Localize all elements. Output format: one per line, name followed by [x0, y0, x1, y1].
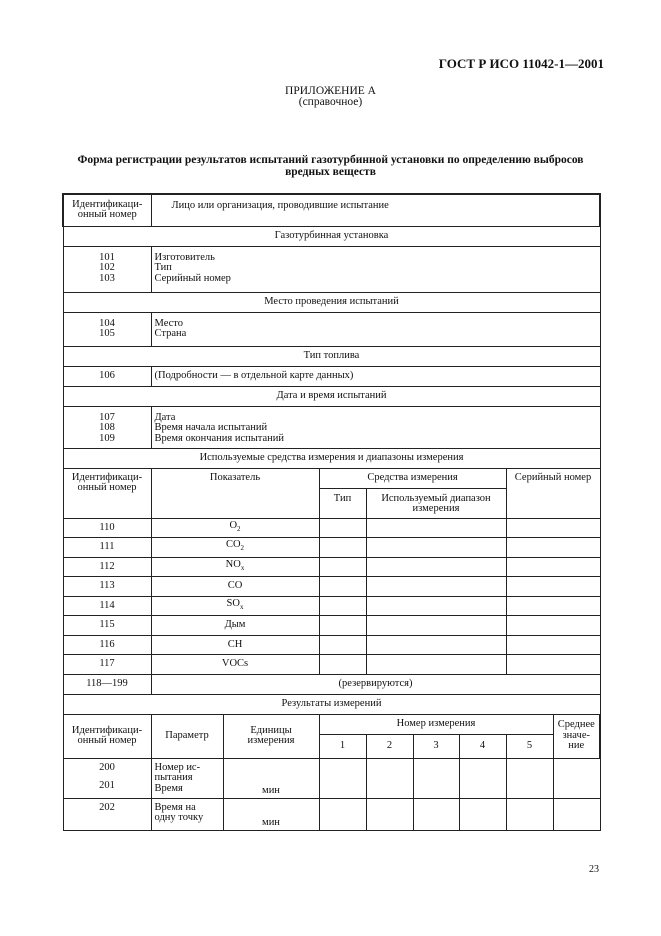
instrument-row — [63, 518, 600, 538]
res-cell — [553, 758, 600, 798]
instr-serial-cell — [506, 596, 600, 616]
res-cell — [553, 798, 600, 830]
turbine-num: 101 — [99, 251, 115, 263]
res-units: мин — [223, 798, 319, 830]
instr-indicator — [151, 518, 319, 538]
instrument-row — [63, 635, 600, 655]
section-instruments: Используемые средства измерения и диапазоны измерения — [63, 448, 600, 468]
datetime-item: Дата — [154, 411, 176, 423]
instr-formula: VOCs — [221, 658, 249, 669]
res-cell — [366, 798, 413, 830]
instr-indicator — [151, 557, 319, 577]
res-cell — [459, 798, 506, 830]
instr-formula: Дым — [224, 619, 246, 630]
res-col-3: 3 — [413, 734, 459, 758]
res-id-header: Идентификаци-онный номер — [63, 714, 151, 758]
reserved-text: (резервируются) — [151, 674, 600, 694]
instr-formula-sub: 2 — [237, 525, 241, 534]
instr-type-cell — [319, 596, 366, 616]
instr-serial-cell — [506, 538, 600, 558]
instr-formula: NO — [225, 558, 241, 570]
fuel-num: 106 — [63, 366, 151, 386]
appendix-title: ПРИЛОЖЕНИЕ А — [285, 85, 376, 97]
res-num: 202 — [63, 798, 151, 830]
datetime-items — [151, 406, 600, 448]
res-cell — [459, 758, 506, 798]
instr-num: 113 — [63, 577, 151, 597]
instr-formula: O — [229, 519, 238, 531]
datetime-item: Время начала испытаний — [154, 422, 268, 433]
res-cell — [413, 798, 459, 830]
res-col-2: 2 — [366, 734, 413, 758]
res-num: 201 — [99, 780, 115, 791]
res-num: 200 — [99, 761, 115, 773]
instr-formula: SO — [226, 597, 240, 609]
section-fuel: Тип топлива — [63, 346, 600, 366]
instr-formula: CO — [225, 539, 241, 551]
res-cell — [506, 798, 553, 830]
instr-range-cell — [366, 655, 506, 675]
res-cell — [366, 758, 413, 798]
instr-formula-sub: x — [239, 603, 244, 612]
datetime-num: 109 — [99, 432, 115, 444]
turbine-item: Серийный номер — [154, 272, 231, 284]
res-col-5: 5 — [506, 734, 553, 758]
instr-indicator — [151, 655, 319, 675]
instr-num: 116 — [63, 635, 151, 655]
page-number: 23 — [589, 864, 599, 875]
res-param-line: Время — [154, 782, 183, 794]
place-items — [151, 312, 600, 346]
instr-id-header: Идентификаци-онный номер — [63, 468, 151, 518]
turbine-numbers — [63, 246, 151, 292]
res-units-header: Единицы измерения — [223, 714, 319, 758]
instr-serial-cell — [506, 655, 600, 675]
res-avg-header: Среднее значе-ние — [553, 714, 600, 758]
reserved-num: 118—199 — [63, 674, 151, 694]
datetime-num: 107 — [99, 411, 115, 423]
res-cell — [506, 758, 553, 798]
instr-range-cell — [366, 538, 506, 558]
instr-indicator — [151, 596, 319, 616]
instr-indicator — [151, 577, 319, 597]
instr-num: 110 — [63, 518, 151, 538]
section-place: Место проведения испытаний — [63, 292, 600, 312]
appendix-subtitle: (справочное) — [298, 96, 363, 108]
instr-num: 114 — [63, 596, 151, 616]
res-cell — [319, 798, 366, 830]
registration-form-table — [62, 193, 601, 831]
top-id-header: Идентификаци-онный номер — [63, 194, 151, 226]
instrument-row — [63, 596, 600, 616]
instr-formula: CO — [227, 580, 243, 591]
instr-range-cell — [366, 518, 506, 538]
turbine-num: 102 — [99, 262, 115, 273]
instrument-row — [63, 538, 600, 558]
instrument-row — [63, 557, 600, 577]
instrument-row — [63, 616, 600, 636]
instr-serial-cell — [506, 557, 600, 577]
res-row-nums — [63, 758, 151, 798]
instrument-row — [63, 655, 600, 675]
fuel-item: (Подробности — в отдельной карте данных) — [151, 366, 600, 386]
turbine-item: Изготовитель — [154, 251, 215, 263]
res-cell — [413, 758, 459, 798]
res-param-header: Параметр — [151, 714, 223, 758]
place-num: 105 — [99, 328, 115, 339]
res-param — [151, 758, 223, 798]
place-item: Место — [154, 317, 183, 329]
instr-type-cell — [319, 655, 366, 675]
standard-header: ГОСТ Р ИСО 11042-1—2001 — [438, 56, 604, 71]
instr-formula: CH — [227, 638, 243, 650]
instr-range-cell — [366, 557, 506, 577]
res-cell — [319, 758, 366, 798]
place-item: Страна — [154, 328, 187, 339]
turbine-items — [151, 246, 600, 292]
place-num: 104 — [99, 317, 115, 329]
instr-type-cell — [319, 557, 366, 577]
instr-type-cell — [319, 538, 366, 558]
instr-range-header: Используемый диапазон измерения — [366, 488, 506, 518]
instr-serial-cell — [506, 577, 600, 597]
instr-range-cell — [366, 577, 506, 597]
section-turbine: Газотурбинная установка — [63, 226, 600, 246]
instr-range-cell — [366, 616, 506, 636]
res-param: Время на одну точку — [151, 798, 223, 830]
top-person-header: Лицо или организация, проводившие испытание — [151, 194, 600, 226]
turbine-num: 103 — [99, 272, 115, 284]
instr-indicator — [151, 538, 319, 558]
appendix-block — [0, 86, 661, 108]
instr-serial-header: Серийный номер — [506, 468, 600, 518]
instr-serial-cell — [506, 518, 600, 538]
instr-range-cell — [366, 635, 506, 655]
res-param-line: Номер ис-пытания — [154, 761, 201, 783]
instr-indicator-header: Показатель — [151, 468, 319, 518]
instr-formula-sub: 2 — [240, 544, 245, 553]
instr-type-cell — [319, 577, 366, 597]
res-col-1: 1 — [319, 734, 366, 758]
instr-type-cell — [319, 616, 366, 636]
instr-indicator — [151, 635, 319, 655]
instr-type-header: Тип — [319, 488, 366, 518]
instr-num: 117 — [63, 655, 151, 675]
instr-range-cell — [366, 596, 506, 616]
place-numbers — [63, 312, 151, 346]
datetime-num: 108 — [99, 422, 115, 433]
res-number-header: Номер измерения — [319, 714, 553, 734]
instr-type-cell — [319, 635, 366, 655]
instr-formula-sub: x — [240, 564, 245, 573]
instr-type-cell — [319, 518, 366, 538]
instr-serial-cell — [506, 616, 600, 636]
res-col-4: 4 — [459, 734, 506, 758]
instrument-rows — [63, 518, 600, 674]
instr-serial-cell — [506, 635, 600, 655]
section-datetime: Дата и время испытаний — [63, 386, 600, 406]
instr-num: 115 — [63, 616, 151, 636]
datetime-numbers — [63, 406, 151, 448]
instr-indicator — [151, 616, 319, 636]
instr-num: 111 — [63, 538, 151, 558]
instrument-row — [63, 577, 600, 597]
instr-num: 112 — [63, 557, 151, 577]
turbine-item: Тип — [154, 262, 172, 273]
instr-means-header: Средства измерения — [319, 468, 506, 488]
datetime-item: Время окончания испытаний — [154, 432, 285, 444]
section-results: Результаты измерений — [63, 694, 600, 714]
res-units: мин — [223, 758, 319, 798]
form-title: Форма регистрации результатов испытаний газотурбинной установки по определению выбросов вредных веществ — [77, 154, 584, 178]
